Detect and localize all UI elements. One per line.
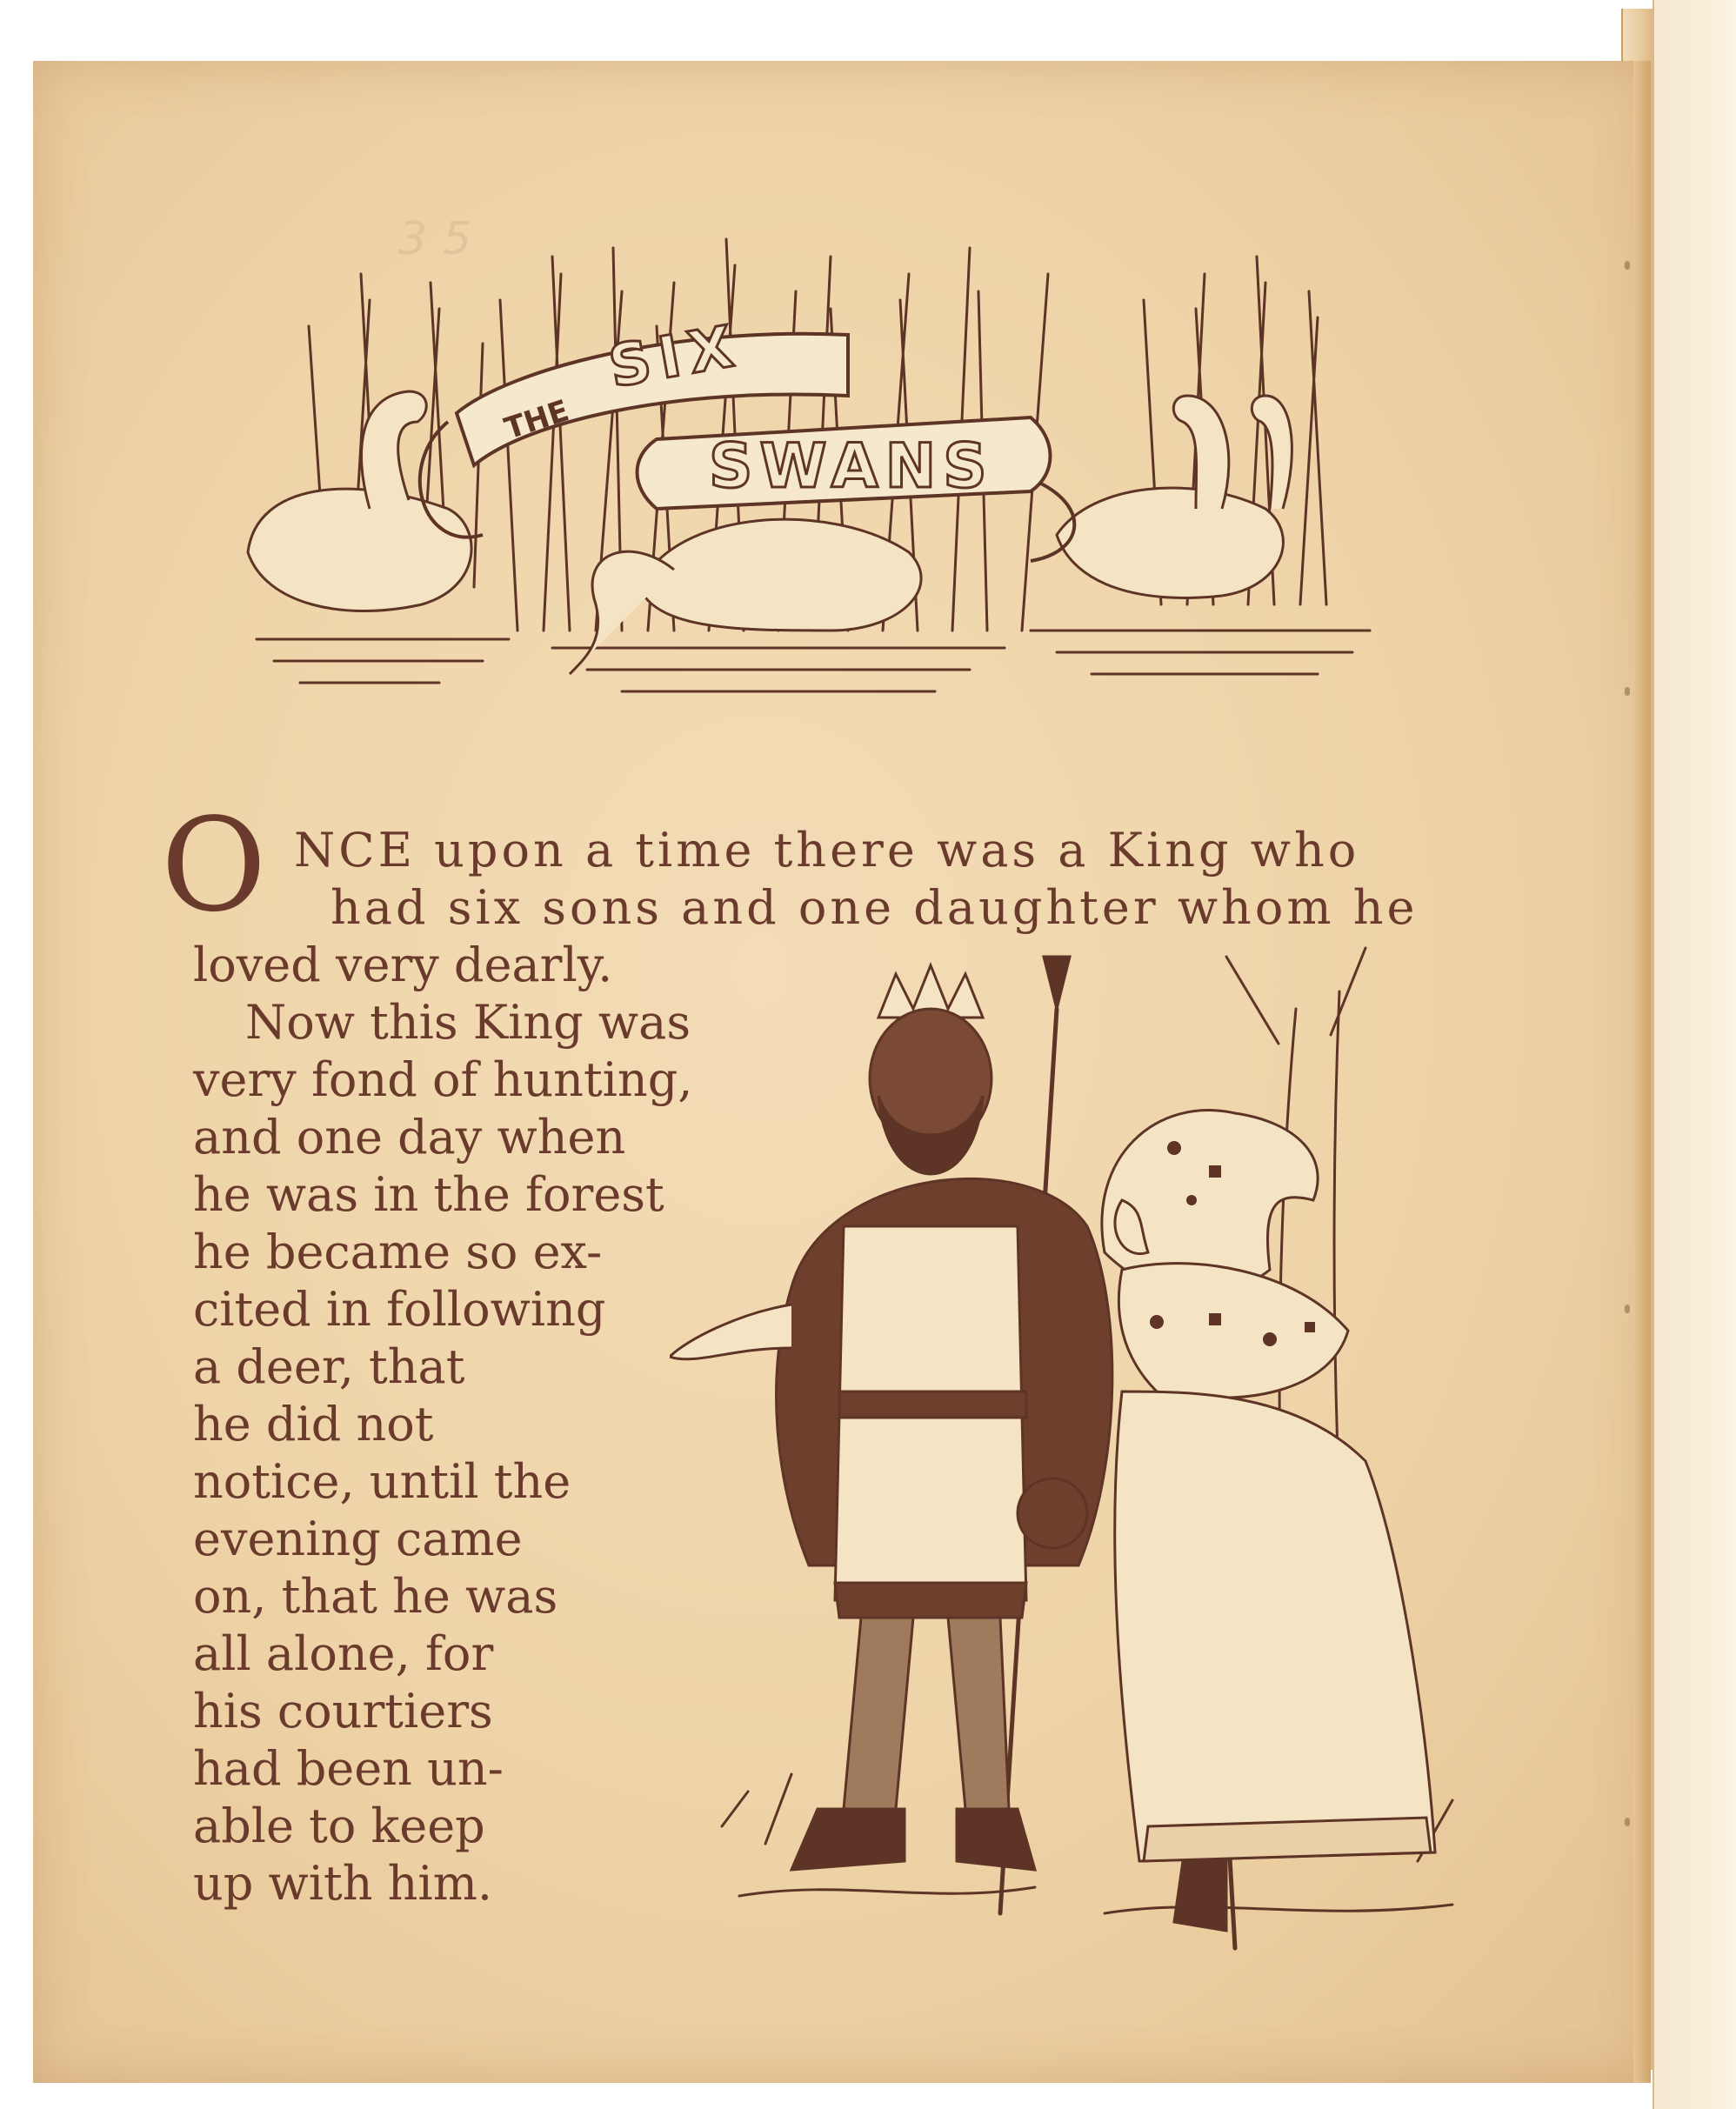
swan-neck-front: [570, 551, 674, 674]
story-line: cited in following: [193, 1282, 606, 1337]
story-line: NCE upon a time there was a King who: [294, 823, 1360, 878]
story-line: Now this King was: [245, 995, 691, 1050]
story-line: and one day when: [193, 1110, 626, 1165]
story-line: he did not: [193, 1397, 434, 1452]
banner-word-six: SIX: [604, 311, 747, 401]
story-line: very fond of hunting,: [193, 1052, 693, 1107]
drop-cap-letter: O: [161, 791, 267, 940]
dress-hem-border: [1144, 1818, 1431, 1861]
old-woman-figure: [1102, 1111, 1435, 1931]
king-leg-left: [844, 1618, 913, 1809]
woman-dress: [1115, 1392, 1435, 1861]
gutter-shadow: [1633, 61, 1651, 2083]
story-line: he was in the forest: [193, 1167, 664, 1222]
story-line: he became so ex-: [193, 1225, 603, 1279]
king-boot-right: [957, 1809, 1035, 1870]
water-lines: [257, 631, 1370, 691]
story-line: had six sons and one daughter whom he: [331, 880, 1419, 935]
binding-hole: [1625, 261, 1630, 270]
king-figure: [670, 965, 1112, 1870]
story-line: on, that he was: [193, 1569, 558, 1624]
binding-hole: [1625, 1818, 1630, 1826]
six-swans-header-illustration: [222, 222, 1431, 761]
swan-neck-left: [361, 391, 426, 509]
story-line: up with him.: [193, 1856, 493, 1911]
story-line: evening came: [193, 1512, 523, 1566]
pencil-page-mark: 35: [398, 213, 488, 265]
story-line: had been un-: [193, 1741, 504, 1796]
binding-hole: [1625, 687, 1630, 696]
facing-page-edge: [1653, 0, 1736, 2109]
swan-neck-far-right: [1252, 396, 1292, 509]
king-and-old-woman-illustration: [670, 939, 1539, 1983]
king-belt: [839, 1392, 1026, 1418]
king-boot-left: [791, 1809, 905, 1870]
king-outstretched-hand: [670, 1305, 791, 1359]
tunic-hem: [835, 1583, 1026, 1618]
binding-hole: [1625, 1305, 1630, 1313]
story-line: all alone, for: [193, 1626, 494, 1681]
king-leg-right: [948, 1618, 1009, 1809]
banner-word-swans: SWANS: [709, 430, 994, 502]
hunting-horn: [1018, 1478, 1087, 1548]
story-line: his courtiers: [193, 1684, 493, 1739]
spear-head: [1044, 957, 1070, 1009]
swan-body-right: [1057, 488, 1283, 597]
story-line: notice, until the: [193, 1454, 571, 1509]
story-line: able to keep: [193, 1799, 485, 1853]
woman-shoe: [1174, 1861, 1226, 1931]
story-line: loved very dearly.: [193, 938, 613, 992]
swan-body-front: [639, 519, 921, 631]
banner-word-the: THE: [500, 393, 573, 447]
swan-body-left: [248, 489, 471, 611]
story-line: a deer, that: [193, 1339, 465, 1394]
